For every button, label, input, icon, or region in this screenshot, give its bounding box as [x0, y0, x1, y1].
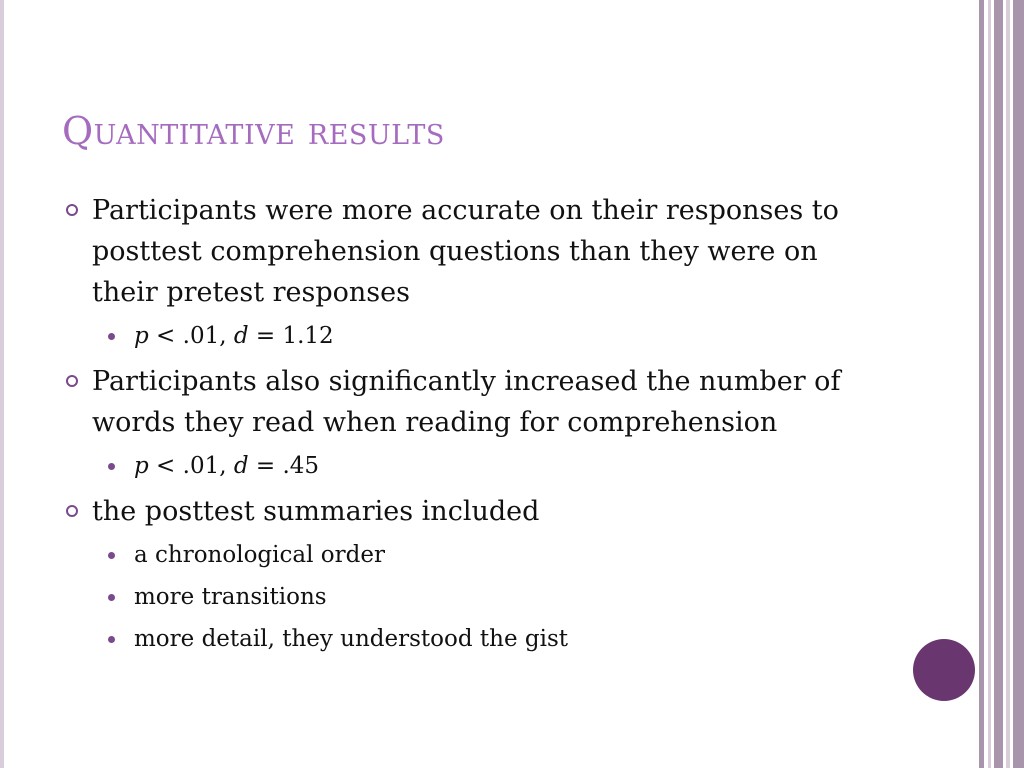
- sub-bullet-dot: [108, 594, 115, 601]
- sub-bullet-dot: [108, 463, 115, 470]
- bullet-item-2: [62, 361, 842, 487]
- bullet-item-1: [62, 190, 842, 357]
- sub-bullet-list: [92, 315, 842, 357]
- stripe-1: [979, 0, 984, 768]
- sub-bullet-item: [92, 315, 842, 357]
- bullet-text: the posttest summaries included: [92, 496, 540, 527]
- sub-bullet-text: a chronological order: [134, 542, 385, 568]
- sub-bullet-list: [92, 534, 842, 660]
- stat-d-symbol: d: [233, 323, 249, 349]
- stat-p-symbol: p: [134, 323, 149, 349]
- stripe-2: [988, 0, 991, 768]
- stripe-3: [994, 0, 1003, 768]
- stat-d-value: = 1.12: [248, 323, 334, 349]
- sub-bullet-dot: [108, 552, 115, 559]
- stripe-4: [1006, 0, 1010, 768]
- bullet-marker: [66, 204, 78, 216]
- sub-bullet-item: [92, 576, 842, 618]
- sub-bullet-text: more detail, they understood the gist: [134, 626, 569, 652]
- bullet-text: Participants also significantly increased the number of words they read when reading for comprehension: [92, 366, 841, 438]
- stat-p-symbol: p: [134, 453, 149, 479]
- stat-p-value: < .01,: [148, 323, 234, 349]
- stat-p-value: < .01,: [148, 453, 234, 479]
- decorative-circle: [913, 639, 975, 701]
- bullet-list: [62, 186, 842, 660]
- slide-title: Quantitative results: [62, 109, 445, 153]
- sub-bullet-item: [92, 618, 842, 660]
- bullet-marker: [66, 505, 78, 517]
- stat-d-value: = .45: [248, 453, 320, 479]
- left-border: [0, 0, 4, 768]
- sub-bullet-item: [92, 445, 842, 487]
- stat-d-symbol: d: [233, 453, 249, 479]
- stripe-5: [1013, 0, 1024, 768]
- sub-bullet-list: [92, 445, 842, 487]
- decorative-stripes: [975, 0, 1024, 768]
- sub-bullet-item: [92, 534, 842, 576]
- sub-bullet-dot: [108, 333, 115, 340]
- sub-bullet-text: more transitions: [134, 584, 327, 610]
- sub-bullet-dot: [108, 636, 115, 643]
- bullet-item-3: [62, 491, 842, 660]
- bullet-text: Participants were more accurate on their responses to posttest comprehension questions than they were on their pretest responses: [92, 195, 839, 308]
- bullet-marker: [66, 375, 78, 387]
